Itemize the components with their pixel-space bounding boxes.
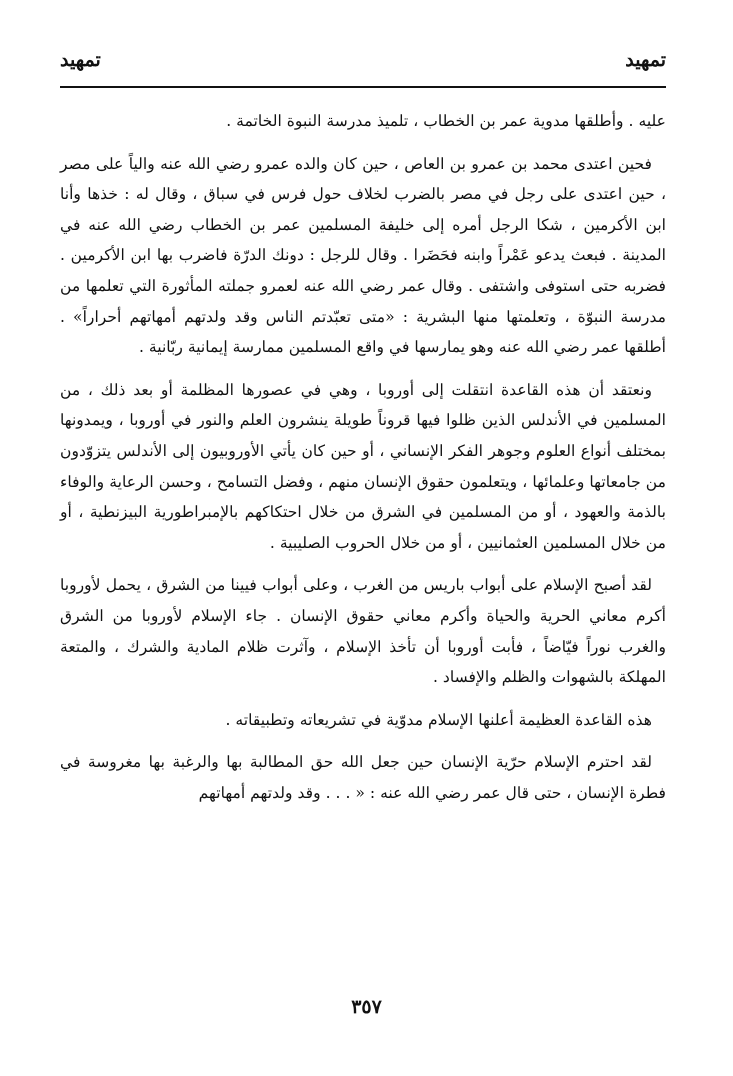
chapter-title-left: تمهيد [60, 49, 101, 71]
header-divider [60, 86, 666, 88]
chapter-title-right: تمهيد [625, 49, 666, 71]
paragraph-freedom: لقد احترم الإسلام حرّية الإنسان حين جعل الله حق المطالبة بها والرغبة بها مغروسة في فطرة الإنسان ، حتى قال عمر رضي الله عنه : « . . . وقد ولدتهم أمهاتهم [60, 753, 666, 802]
running-header [60, 48, 666, 76]
body-text [60, 106, 666, 808]
paragraph-europe-andalus: ونعتقد أن هذه القاعدة انتقلت إلى أوروبا ، وهي في عصورها المظلمة أو بعد ذلك ، من المسلمين في الأندلس الذين ظلوا فيها قروناً طويلة ينشرون العلم والنور في أوروبا ، ويمدونها بمختلف أنواع العلوم وجوهر الفكر الإنساني ، أو حين كان يأتي الأوروبيون إلى الأندلس يتزوّدون من جامعاتها وعلمائها ، ويتعلمون حقوق الإنسان منهم ، وفضل التسامح ، وحسن الرعاية والوفاء بالذمة والعهود ، أو من المسلمين في الشرق من خلال احتكاكهم بالإمبراطورية البيزنطية ، أو من خلال المسلمين العثمانيين ، أو من خلال الحروب الصليبية . [60, 380, 666, 552]
paragraph-great-rule: هذه القاعدة العظيمة أعلنها الإسلام مدوّية في تشريعاته وتطبيقاته . [225, 710, 652, 729]
paragraph-amr-story: فحين اعتدى محمد بن عمرو بن العاص ، حين كان والده عمرو رضي الله عنه والياً على مصر ، حين اعتدى على رجل في مصر بالضرب لخلاف حول فرس في سباق ، وقال له : خذها وأنا ابن الأكرمين ، شكا الرجل أمره إلى خليفة المسلمين عمر بن الخطاب رضي الله عنه في المدينة . فبعث يدعو عَمْراً وابنه فحَضَرا . وقال للرجل : دونك الدرّة فاضرب بها ابن الأكرمين . فضربه حتى استوفى واشتفى . وقال عمر رضي الله عنه لعمرو جملته المأثورة التي تعلمها من مدرسة النبوّة ، وتعلمتها منها البشرية : «متى تعبّدتم الناس وقد ولدتهم أمهاتهم أحراراً» . أطلقها عمر رضي الله عنه وهو يمارسها في واقع المسلمين ممارسة إيمانية ربّانية . [60, 154, 666, 357]
paragraph-paris-vienna: لقد أصبح الإسلام على أبواب باريس من الغرب ، وعلى أبواب فيينا من الشرق ، يحمل لأوروبا أكرم معاني الحرية والحياة وأكرم معاني حقوق الإنسان . جاء الإسلام لأوروبا من الشرق والغرب نوراً فيّاضاً ، فأبت أوروبا أن تأخذ الإسلام ، وآثرت ظلام المادية والشرك ، والمتعة المهلكة بالشهوات والظلم والإفساد . [60, 576, 666, 687]
paragraph-continuation: عليه . وأطلقها مدوية عمر بن الخطاب ، تلميذ مدرسة النبوة الخاتمة . [226, 112, 666, 130]
page-number: ٣٥٧ [351, 996, 382, 1018]
